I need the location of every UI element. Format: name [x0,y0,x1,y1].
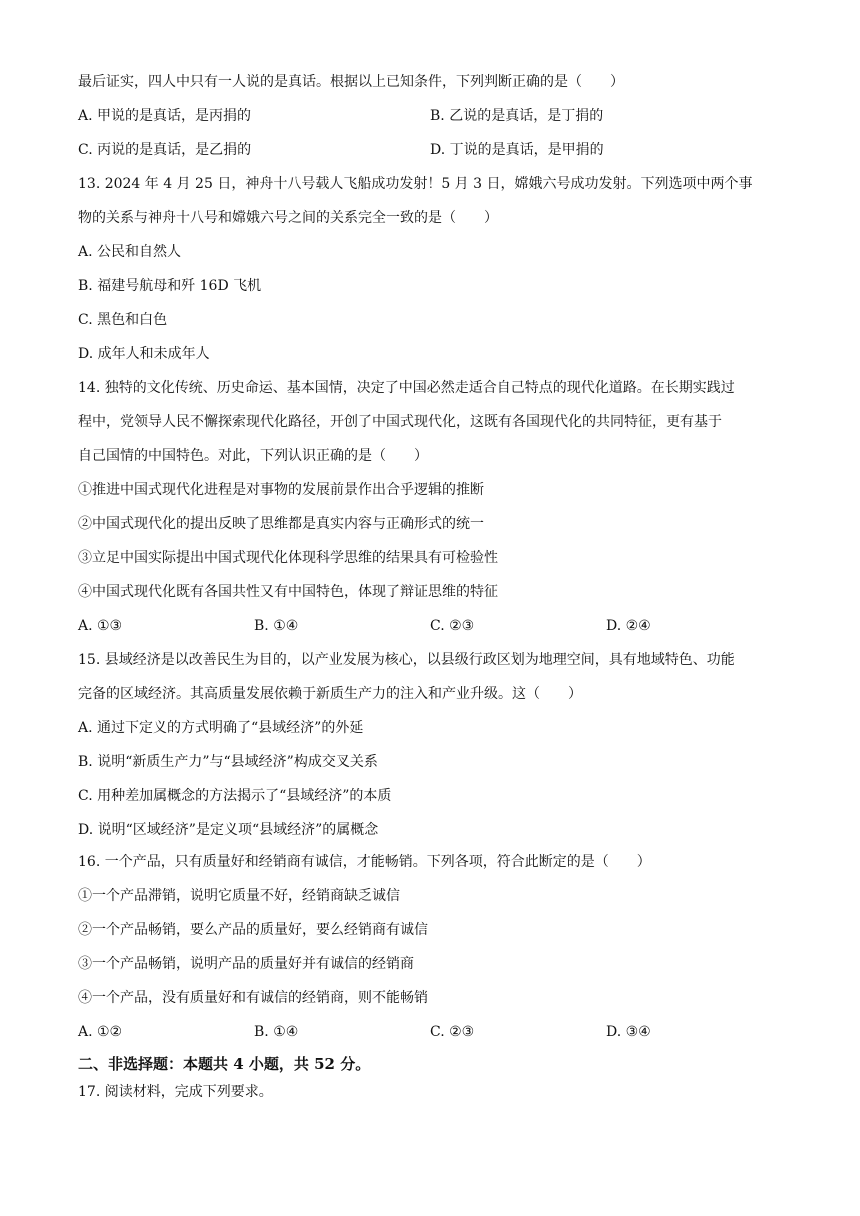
q13-option-c: C. 黑色和白色 [78,312,168,328]
q14-stem-line-1: 14. 独特的文化传统、历史命运、基本国情，决定了中国必然走适合自己特点的现代化道路。在长期实践过 [78,380,735,396]
q13-stem-line-1: 13. 2024 年 4 月 25 日，神舟十八号载人飞船成功发射！5 月 3 日，嫦娥六号成功发射。下列选项中两个事 [78,176,753,192]
section-heading: 二、非选择题：本题共 4 小题，共 52 分。 [78,1055,371,1073]
q16-stem: 16. 一个产品，只有质量好和经销商有诚信，才能畅销。下列各项，符合此断定的是（ ） [78,854,651,870]
q12-option-c: C. 丙说的是真话，是乙捐的 [78,142,252,158]
q16-statement-3: ③一个产品畅销，说明产品的质量好并有诚信的经销商 [78,956,414,972]
q14-option-d: D. ②④ [606,618,651,634]
q14-statement-4: ④中国式现代化既有各国共性又有中国特色，体现了辩证思维的特征 [78,584,498,600]
q12-option-d: D. 丁说的是真话，是甲捐的 [430,142,604,158]
q13-option-b: B. 福建号航母和歼 16D 飞机 [78,278,262,294]
q14-statement-1: ①推进中国式现代化进程是对事物的发展前景作出合乎逻辑的推断 [78,482,484,498]
q13-option-a: A. 公民和自然人 [78,244,182,260]
q16-option-a: A. ①② [78,1024,123,1040]
q15-option-c: C. 用种差加属概念的方法揭示了“县域经济”的本质 [78,788,392,804]
q12-option-a: A. 甲说的是真话，是丙捐的 [78,108,252,124]
q15-stem-line-2: 完备的区域经济。其高质量发展依赖于新质生产力的注入和产业升级。这（ ） [78,686,582,702]
q15-option-d: D. 说明“区域经济”是定义项“县域经济”的属概念 [78,822,379,838]
q14-statement-3: ③立足中国实际提出中国式现代化体现科学思维的结果具有可检验性 [78,550,498,566]
q12-option-b: B. 乙说的是真话，是丁捐的 [430,108,604,124]
q13-option-d: D. 成年人和未成年人 [78,346,210,362]
q16-statement-2: ②一个产品畅销，要么产品的质量好，要么经销商有诚信 [78,922,428,938]
q13-stem-line-2: 物的关系与神舟十八号和嫦娥六号之间的关系完全一致的是（ ） [78,210,498,226]
q15-option-b: B. 说明“新质生产力”与“县域经济”构成交叉关系 [78,754,378,770]
q14-option-a: A. ①③ [78,618,123,634]
q16-statement-1: ①一个产品滞销，说明它质量不好，经销商缺乏诚信 [78,888,400,904]
q14-option-c: C. ②③ [430,618,475,634]
q16-option-d: D. ③④ [606,1024,651,1040]
q16-option-b: B. ①④ [254,1024,299,1040]
q15-stem-line-1: 15. 县域经济是以改善民生为目的，以产业发展为核心，以县级行政区划为地理空间，具有地域特色、功能 [78,652,735,668]
q14-stem-line-2: 程中，党领导人民不懈探索现代化路径，开创了中国式现代化，这既有各国现代化的共同特征，更有基于 [78,414,722,430]
q15-option-a: A. 通过下定义的方式明确了“县域经济”的外延 [78,720,364,736]
q14-statement-2: ②中国式现代化的提出反映了思维都是真实内容与正确形式的统一 [78,516,484,532]
q14-option-b: B. ①④ [254,618,299,634]
q12-stem-tail: 最后证实，四人中只有一人说的是真话。根据以上已知条件，下列判断正确的是（ ） [78,74,624,90]
q17-stem: 17. 阅读材料，完成下列要求。 [78,1084,273,1100]
q16-option-c: C. ②③ [430,1024,475,1040]
q16-statement-4: ④一个产品，没有质量好和有诚信的经销商，则不能畅销 [78,990,428,1006]
q14-stem-line-3: 自己国情的中国特色。对此，下列认识正确的是（ ） [78,448,428,464]
